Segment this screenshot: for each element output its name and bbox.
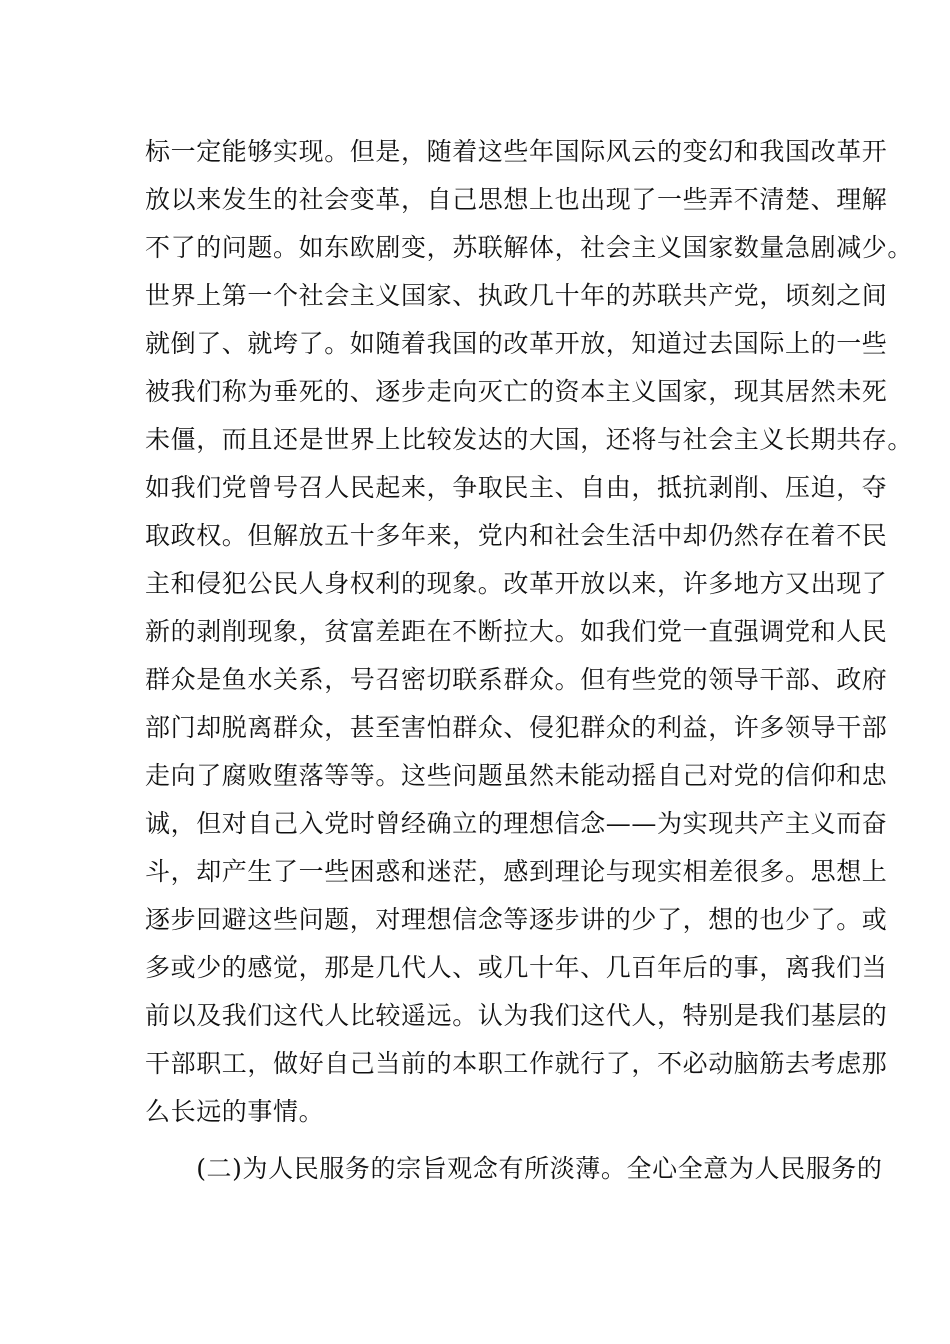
section-heading-line: (二)为人民服务的宗旨观念有所淡薄。全心全意为人民服务的	[145, 1154, 883, 1183]
paragraph-line: 如我们党曾号召人民起来，争取民主、自由，抵抗剥削、压迫，夺	[145, 473, 888, 502]
paragraph-line: 斗，却产生了一些困惑和迷茫，感到理论与现实相差很多。思想上	[145, 857, 888, 886]
paragraph-line: 主和侵犯公民人身权利的现象。改革开放以来，许多地方又出现了	[145, 569, 888, 598]
paragraph-line: 世界上第一个社会主义国家、执政几十年的苏联共产党，顷刻之间	[145, 281, 888, 310]
paragraph-spacer	[145, 1136, 825, 1145]
paragraph-line: 就倒了、就垮了。如随着我国的改革开放，知道过去国际上的一些	[145, 329, 888, 358]
paragraph-line: 标一定能够实现。但是，随着这些年国际风云的变幻和我国改革开	[145, 137, 888, 166]
paragraph-line: 干部职工，做好自己当前的本职工作就行了，不必动脑筋去考虑那	[145, 1049, 888, 1078]
paragraph-line: 被我们称为垂死的、逐步走向灭亡的资本主义国家，现其居然未死	[145, 377, 888, 406]
paragraph-line: 诚，但对自己入党时曾经确立的理想信念——为实现共产主义而奋	[145, 809, 888, 838]
paragraph-line: 前以及我们这代人比较遥远。认为我们这代人，特别是我们基层的	[145, 1001, 888, 1030]
paragraph-line: 放以来发生的社会变革，自己思想上也出现了一些弄不清楚、理解	[145, 185, 888, 214]
paragraph-line: 群众是鱼水关系，号召密切联系群众。但有些党的领导干部、政府	[145, 665, 888, 694]
paragraph-line: 走向了腐败堕落等等。这些问题虽然未能动摇自己对党的信仰和忠	[145, 761, 888, 790]
paragraph-line: 取政权。但解放五十多年来，党内和社会生活中却仍然存在着不民	[145, 521, 888, 550]
paragraph-line: 新的剥削现象，贫富差距在不断拉大。如我们党一直强调党和人民	[145, 617, 888, 646]
paragraph-line: 不了的问题。如东欧剧变，苏联解体，社会主义国家数量急剧减少。	[145, 233, 914, 262]
paragraph-line: 多或少的感觉，那是几代人、或几十年、几百年后的事，离我们当	[145, 953, 888, 982]
paragraph-line: 逐步回避这些问题，对理想信念等逐步讲的少了，想的也少了。或	[145, 905, 888, 934]
paragraph-line: 么长远的事情。	[145, 1097, 325, 1126]
paragraph-line: 部门却脱离群众，甚至害怕群众、侵犯群众的利益，许多领导干部	[145, 713, 888, 742]
body-text	[145, 128, 914, 1193]
paragraph-line: 未僵，而且还是世界上比较发达的大国，还将与社会主义长期共存。	[145, 425, 914, 454]
